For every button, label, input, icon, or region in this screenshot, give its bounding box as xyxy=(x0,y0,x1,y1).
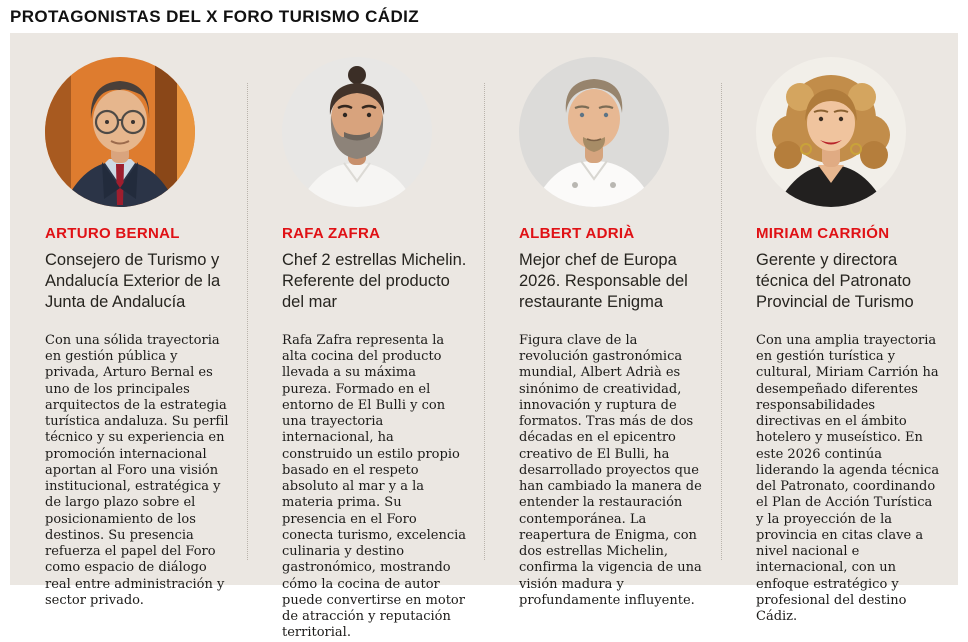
profile-photo xyxy=(45,57,195,207)
profile-photo xyxy=(282,57,432,207)
profile-card-albert-adria xyxy=(484,33,721,608)
profile-card-miriam-carrion xyxy=(721,33,958,625)
profile-role: Chef 2 estrellas Michelin. Referente del producto del mar xyxy=(282,251,467,311)
profile-name: ALBERT ADRIÀ xyxy=(519,225,635,242)
profile-bio: Figura clave de la revolución gastronómica mundial, Albert Adrià es sinónimo de creatividad, innovación y ruptura de formatos. Tras más de dos décadas en el epicentro creativo de El Bulli, ha desarrollado proyectos que han cambiado la manera de entender la restauración contemporánea. La reapertura de Enigma, con dos estrellas Michelin, confirma la vigencia de una visión madura y profundamente influyente. xyxy=(519,332,702,608)
profile-bio: Rafa Zafra representa la alta cocina del producto llevada a su máxima pureza. Formado en el entorno de El Bulli y con una trayectoria internacional, ha construido un estilo propio basado en el respeto absoluto al mar y a la materia prima. Su presencia en el Foro conecta turismo, excelencia culinaria y destino gastronómico, mostrando cómo la cocina de autor puede convertirse en motor de atracción y reputación territorial. xyxy=(282,332,467,641)
profile-bio: Con una sólida trayectoria en gestión pública y privada, Arturo Bernal es uno de los principales arquitectos de la estrategia turística andaluza. Su perfil técnico y su experiencia en promoción internacional aportan al Foro una visión institucional, estratégica y de largo plazo sobre el posicionamiento de los destinos. Su presencia refuerza el papel del Foro como espacio de diálogo real entre administración y sector privado. xyxy=(45,332,229,608)
chef-beard-avatar-illustration xyxy=(282,57,432,207)
man-glasses-suit-avatar-illustration xyxy=(45,57,195,207)
profile-bio: Con una amplia trayectoria en gestión turística y cultural, Miriam Carrión ha desempeñado diferentes responsabilidades directivas en el ámbito hotelero y museístico. En este 2026 continúa liderando la agenda técnica del Patronato, coordinando el Plan de Acción Turística y la proyección de la provincia en citas clave a nivel nacional e internacional, con un enfoque estratégico y profesional del destino Cádiz. xyxy=(756,332,940,625)
profile-name: RAFA ZAFRA xyxy=(282,225,381,242)
profile-card-arturo-bernal xyxy=(10,33,247,608)
page-title: PROTAGONISTAS DEL X FORO TURISMO CÁDIZ xyxy=(10,6,420,26)
protagonists-panel xyxy=(10,33,958,641)
profile-role: Consejero de Turismo y Andalucía Exterior de la Junta de Andalucía xyxy=(45,251,221,311)
profile-card-rafa-zafra xyxy=(247,33,484,641)
profile-photo xyxy=(756,57,906,207)
chef-goatee-avatar-illustration xyxy=(519,57,669,207)
profile-name: MIRIAM CARRIÓN xyxy=(756,225,890,242)
profile-photo xyxy=(519,57,669,207)
header xyxy=(0,0,968,33)
profile-role: Mejor chef de Europa 2026. Responsable del restaurante Enigma xyxy=(519,251,688,311)
woman-wavy-hair-avatar-illustration xyxy=(756,57,906,207)
profile-role: Gerente y directora técnica del Patronato Provincial de Turismo xyxy=(756,251,914,311)
profile-name: ARTURO BERNAL xyxy=(45,225,180,242)
